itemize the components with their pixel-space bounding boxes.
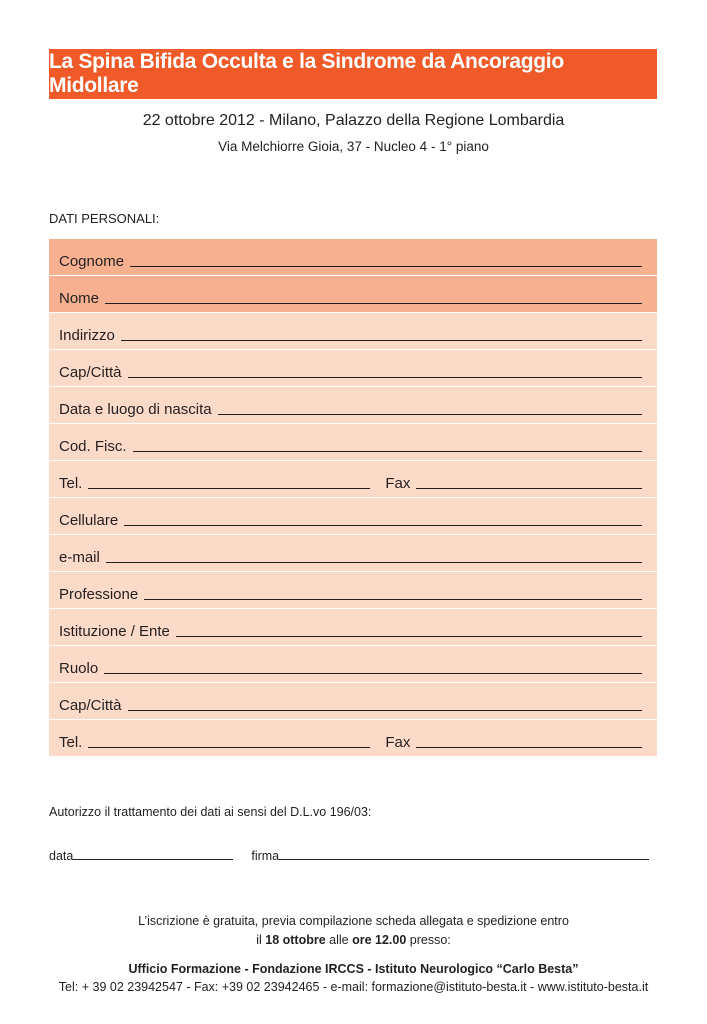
field-label: Tel. bbox=[59, 734, 83, 751]
cognome-field[interactable] bbox=[130, 265, 642, 267]
field-label: Cap/Città bbox=[59, 364, 122, 381]
field-label: Istituzione / Ente bbox=[59, 623, 170, 640]
tel-field[interactable] bbox=[88, 487, 370, 489]
field-label: Tel. bbox=[59, 475, 83, 492]
field-label: Cellulare bbox=[59, 512, 119, 529]
indirizzo-field[interactable] bbox=[121, 339, 642, 341]
contact-info: Tel: + 39 02 23942547 - Fax: +39 02 23942465 - e-mail: formazione@istituto-besta.it - www.istituto-besta.it bbox=[58, 980, 649, 994]
field-label: Fax bbox=[385, 475, 411, 492]
signature-label: firma bbox=[251, 849, 280, 863]
field-label: Indirizzo bbox=[59, 327, 115, 344]
event-line: 22 ottobre 2012 - Milano, Palazzo della Regione Lombardia bbox=[142, 112, 565, 129]
email-field[interactable] bbox=[106, 561, 642, 563]
data-luogo-nascita-field[interactable] bbox=[218, 413, 642, 415]
deadline-date: 18 ottobre bbox=[265, 933, 326, 947]
section-label: DATI PERSONALI: bbox=[49, 211, 160, 226]
notice-line-2 bbox=[0, 933, 707, 947]
fax-2-field[interactable] bbox=[416, 746, 642, 748]
istituzione-field[interactable] bbox=[176, 635, 642, 637]
cod-fisc-field[interactable] bbox=[133, 450, 642, 452]
title-banner bbox=[49, 49, 657, 99]
field-label: Data e luogo di nascita bbox=[59, 401, 212, 418]
office-name: Ufficio Formazione - Fondazione IRCCS - Istituto Neurologico “Carlo Besta” bbox=[128, 962, 579, 976]
field-label: Nome bbox=[59, 290, 100, 307]
page-title: La Spina Bifida Occulta e la Sindrome da Ancoraggio Midollare bbox=[49, 50, 564, 97]
notice-middle: alle bbox=[325, 933, 353, 947]
notice-line-1: L’iscrizione è gratuita, previa compilazione scheda allegata e spedizione entro bbox=[138, 914, 569, 928]
field-label: Cognome bbox=[59, 253, 125, 270]
form-row-ruolo bbox=[49, 646, 657, 683]
signature-field[interactable] bbox=[279, 858, 649, 860]
date-label: data bbox=[49, 849, 74, 863]
form-row-cap-citta bbox=[49, 350, 657, 387]
consent-text: Autorizzo il trattamento dei dati ai sensi del D.L.vo 196/03: bbox=[49, 805, 372, 819]
form-row-cap-citta-2 bbox=[49, 683, 657, 720]
cellulare-field[interactable] bbox=[124, 524, 642, 526]
nome-field[interactable] bbox=[105, 302, 642, 304]
tel-2-field[interactable] bbox=[88, 746, 370, 748]
field-label: Ruolo bbox=[59, 660, 99, 677]
cap-citta-field[interactable] bbox=[128, 376, 642, 378]
form-row-professione bbox=[49, 572, 657, 609]
professione-field[interactable] bbox=[144, 598, 642, 600]
deadline-time: ore 12.00 bbox=[352, 933, 407, 947]
ruolo-field[interactable] bbox=[104, 672, 642, 674]
notice-prefix: il bbox=[256, 933, 266, 947]
field-label: Fax bbox=[385, 734, 411, 751]
form-row-indirizzo bbox=[49, 313, 657, 350]
field-label: Professione bbox=[59, 586, 139, 603]
form-row-data-luogo-nascita bbox=[49, 387, 657, 424]
fax-field[interactable] bbox=[416, 487, 642, 489]
form-row-tel-fax bbox=[49, 461, 657, 498]
form-row-tel-fax-2 bbox=[49, 720, 657, 757]
form-row-nome bbox=[49, 276, 657, 313]
notice-suffix: presso: bbox=[406, 933, 451, 947]
field-label: Cap/Città bbox=[59, 697, 122, 714]
personal-data-form bbox=[49, 239, 657, 757]
signature-row bbox=[49, 849, 649, 863]
form-row-cellulare bbox=[49, 498, 657, 535]
form-row-cod-fisc bbox=[49, 424, 657, 461]
field-label: e-mail bbox=[59, 549, 100, 566]
cap-citta-2-field[interactable] bbox=[128, 709, 642, 711]
date-field[interactable] bbox=[73, 858, 233, 860]
form-row-istituzione bbox=[49, 609, 657, 646]
field-label: Cod. Fisc. bbox=[59, 438, 127, 455]
form-row-cognome bbox=[49, 239, 657, 276]
form-row-email bbox=[49, 535, 657, 572]
address-line: Via Melchiorre Gioia, 37 - Nucleo 4 - 1° piano bbox=[218, 139, 489, 154]
